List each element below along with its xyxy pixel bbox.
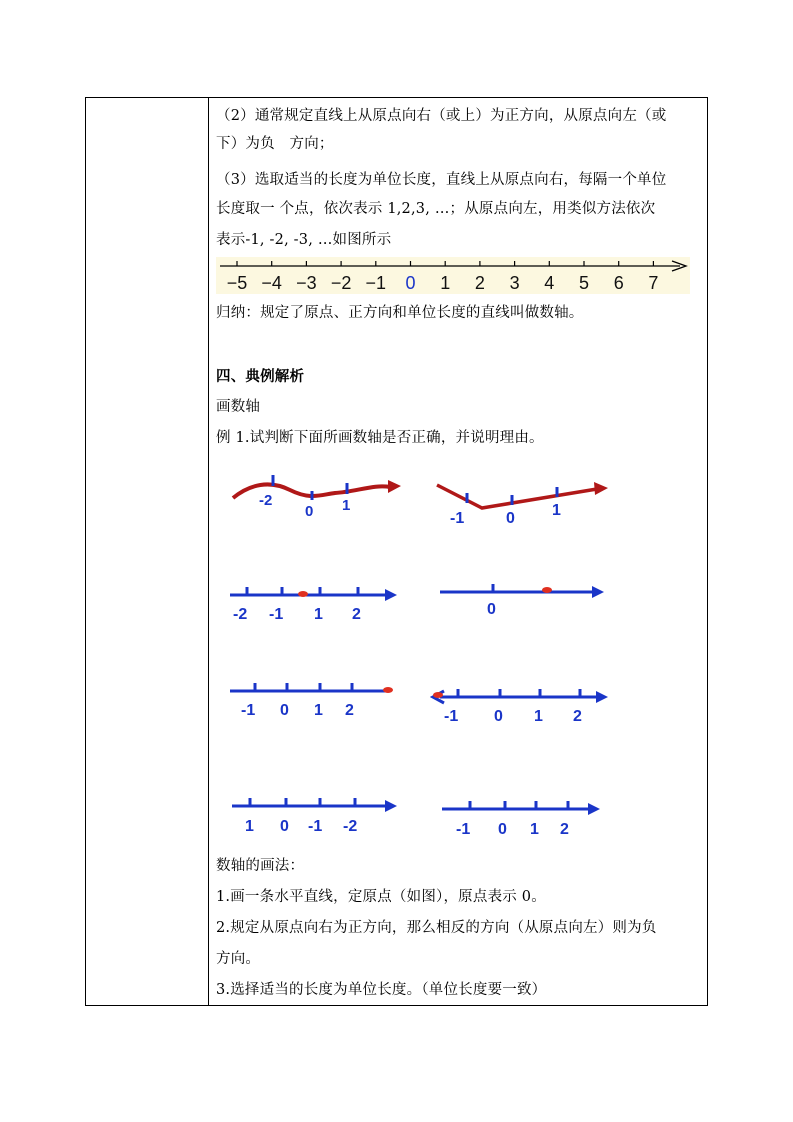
example-b-axis: [437, 485, 597, 508]
number-line-label: −3: [296, 273, 317, 293]
paragraph-3-line-3: 表示-1, -2, -3, …如图所示: [216, 232, 392, 248]
example-d-arrowhead: [592, 586, 604, 598]
number-line-label: 5: [578, 273, 590, 293]
example-e-label: 0: [280, 702, 289, 719]
example-c-origin-dot: [298, 591, 308, 597]
example-h-arrowhead: [588, 803, 600, 815]
example-b-arrowhead: [594, 482, 608, 495]
method-step-3: 3.选择适当的长度为单位长度。（单位长度要一致）: [216, 982, 547, 998]
example-g-label: 1: [245, 818, 254, 835]
section-subheading: 画数轴: [216, 399, 261, 415]
example-f-label: 1: [534, 708, 543, 725]
example-g-label: 0: [280, 818, 289, 835]
number-line-label: 4: [544, 273, 555, 293]
example-a-label: 1: [342, 497, 351, 514]
example-a-label: 0: [305, 503, 314, 520]
example-c-figure: [225, 582, 405, 631]
example-d-dot: [542, 587, 552, 593]
example-f-figure: [430, 683, 610, 732]
example-d-figure: [435, 580, 615, 629]
number-line-label: −5: [226, 273, 248, 293]
example-g-label: -2: [343, 818, 358, 835]
example-e-label: 2: [345, 702, 354, 719]
example-prompt: 例 1.试判断下面所画数轴是否正确，并说明理由。: [216, 430, 544, 446]
summary-text: 归纳：规定了原点、正方向和单位长度的直线叫做数轴。: [216, 305, 584, 321]
example-a-figure: [225, 470, 405, 529]
number-line-label: 3: [509, 273, 520, 293]
number-line-label: 1: [440, 273, 451, 293]
table-frame: [85, 97, 708, 1006]
example-f-label: 0: [494, 708, 503, 725]
paragraph-3-line-1: （3）选取适当的长度为单位长度，直线上从原点向右，每隔一个单位: [216, 172, 667, 188]
example-a-arrowhead: [388, 480, 401, 493]
number-line-figure: [216, 257, 690, 294]
method-step-2-line-1: 2.规定从原点向右为正方向，那么相反的方向（从原点向左）则为负: [216, 920, 657, 936]
example-a-label: -2: [259, 492, 273, 509]
example-h-label: 2: [560, 821, 569, 838]
example-d-label: 0: [487, 601, 496, 618]
number-line-label: −1: [365, 273, 387, 293]
example-c-label: -1: [269, 606, 284, 623]
number-line-label: −4: [261, 273, 282, 293]
example-g-label: -1: [308, 818, 323, 835]
paragraph-2-line-1: （2）通常规定直线上从原点向右（或上）为正方向，从原点向左（或: [216, 108, 667, 124]
example-f-label: -1: [444, 708, 459, 725]
number-line-label: 2: [474, 273, 485, 293]
example-g-figure: [228, 793, 408, 842]
method-step-1: 1.画一条水平直线，定原点（如图），原点表示 0。: [216, 889, 546, 905]
example-h-label: 1: [530, 821, 539, 838]
example-b-label: -1: [450, 510, 465, 527]
example-e-label: 1: [314, 702, 323, 719]
paragraph-2-line-2: 下）为负 方向；: [216, 136, 334, 152]
example-e-figure: [225, 677, 405, 726]
example-c-label: -2: [233, 606, 248, 623]
example-h-label: 0: [498, 821, 507, 838]
example-f-right-arrowhead: [596, 691, 608, 703]
example-b-label: 1: [552, 502, 561, 519]
example-h-figure: [438, 796, 618, 845]
number-line-label: 0: [405, 273, 416, 293]
example-g-arrowhead: [385, 800, 397, 812]
example-h-label: -1: [456, 821, 471, 838]
number-line-label: −2: [330, 273, 352, 293]
paragraph-3-line-2: 长度取一 个点，依次表示 1,2,3, …；从原点向左，用类似方法依次: [216, 201, 656, 217]
example-e-label: -1: [241, 702, 256, 719]
example-c-label: 1: [314, 606, 323, 623]
example-f-label: 2: [573, 708, 582, 725]
example-b-label: 0: [506, 510, 515, 527]
section-heading: 四、典例解析: [216, 368, 305, 385]
method-title: 数轴的画法：: [216, 858, 305, 874]
example-e-dot: [383, 687, 393, 693]
column-divider: [208, 98, 209, 1005]
number-line-label: 6: [613, 273, 624, 293]
example-b-figure: [432, 475, 612, 534]
example-f-dot: [433, 692, 443, 698]
number-line-label: 7: [648, 273, 659, 293]
example-c-label: 2: [352, 606, 361, 623]
example-c-arrowhead: [385, 589, 397, 601]
method-step-2-line-2: 方向。: [216, 951, 261, 967]
